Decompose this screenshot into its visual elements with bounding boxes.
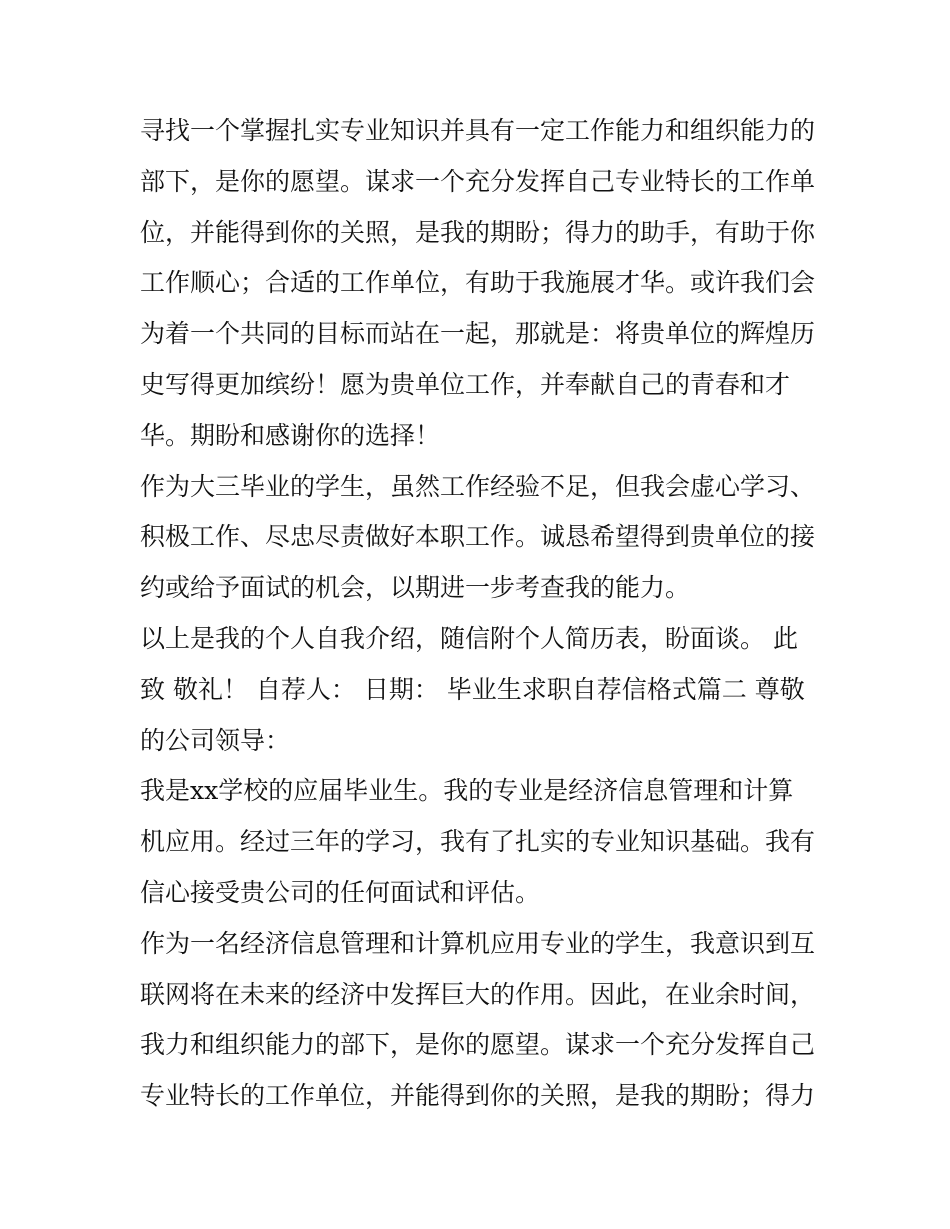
text-line: 我是xx学校的应届毕业生。我的专业是经济信息管理和计算 — [140, 776, 794, 806]
text-line: 作为一名经济信息管理和计算机应用专业的学生，我意识到互 — [140, 928, 816, 958]
text-line: 专业特长的工作单位，并能得到你的关照，是我的期盼；得力 — [140, 1081, 816, 1111]
text-line: 信心接受贵公司的任何面试和评估。 — [140, 877, 541, 907]
paragraph-5 — [140, 919, 820, 1122]
text-line: 工作顺心；合适的工作单位，有助于我施展才华。或许我们会 — [140, 268, 816, 298]
text-line: 作为大三毕业的学生，虽然工作经验不足，但我会虚心学习、 — [140, 471, 816, 501]
paragraph-4 — [140, 766, 820, 918]
text-line: 部下，是你的愿望。谋求一个充分发挥自己专业特长的工作单 — [140, 166, 816, 196]
text-line: 华。期盼和感谢你的选择！ — [140, 420, 441, 450]
text-line: 以上是我的个人自我介绍，随信附个人简历表，盼面谈。 此 — [140, 623, 798, 653]
text-line: 为着一个共同的目标而站在一起，那就是：将贵单位的辉煌历 — [140, 319, 816, 349]
text-line: 的公司领导： — [140, 725, 291, 755]
text-line: 致 敬礼！ 自荐人： 日期： 毕业生求职自荐信格式篇二 尊敬 — [140, 674, 805, 704]
paragraph-3 — [140, 614, 820, 766]
text-line: 机应用。经过三年的学习，我有了扎实的专业知识基础。我有 — [140, 827, 816, 857]
paragraph-2 — [140, 462, 820, 614]
text-line: 约或给予面试的机会，以期进一步考查我的能力。 — [140, 573, 691, 603]
paragraph-1 — [140, 106, 820, 462]
text-line: 寻找一个掌握扎实专业知识并具有一定工作能力和组织能力的 — [140, 116, 816, 145]
text-line: 积极工作、尽忠尽责做好本职工作。诚恳希望得到贵单位的接 — [140, 522, 816, 552]
text-line: 我力和组织能力的部下，是你的愿望。谋求一个充分发挥自己 — [140, 1030, 816, 1060]
text-line: 史写得更加缤纷！愿为贵单位工作，并奉献自己的青春和才 — [140, 369, 791, 399]
document-body — [140, 106, 820, 1122]
text-line: 位，并能得到你的关照，是我的期盼；得力的助手，有助于你 — [140, 217, 816, 247]
text-line: 联网将在未来的经济中发挥巨大的作用。因此，在业余时间， — [140, 979, 816, 1009]
